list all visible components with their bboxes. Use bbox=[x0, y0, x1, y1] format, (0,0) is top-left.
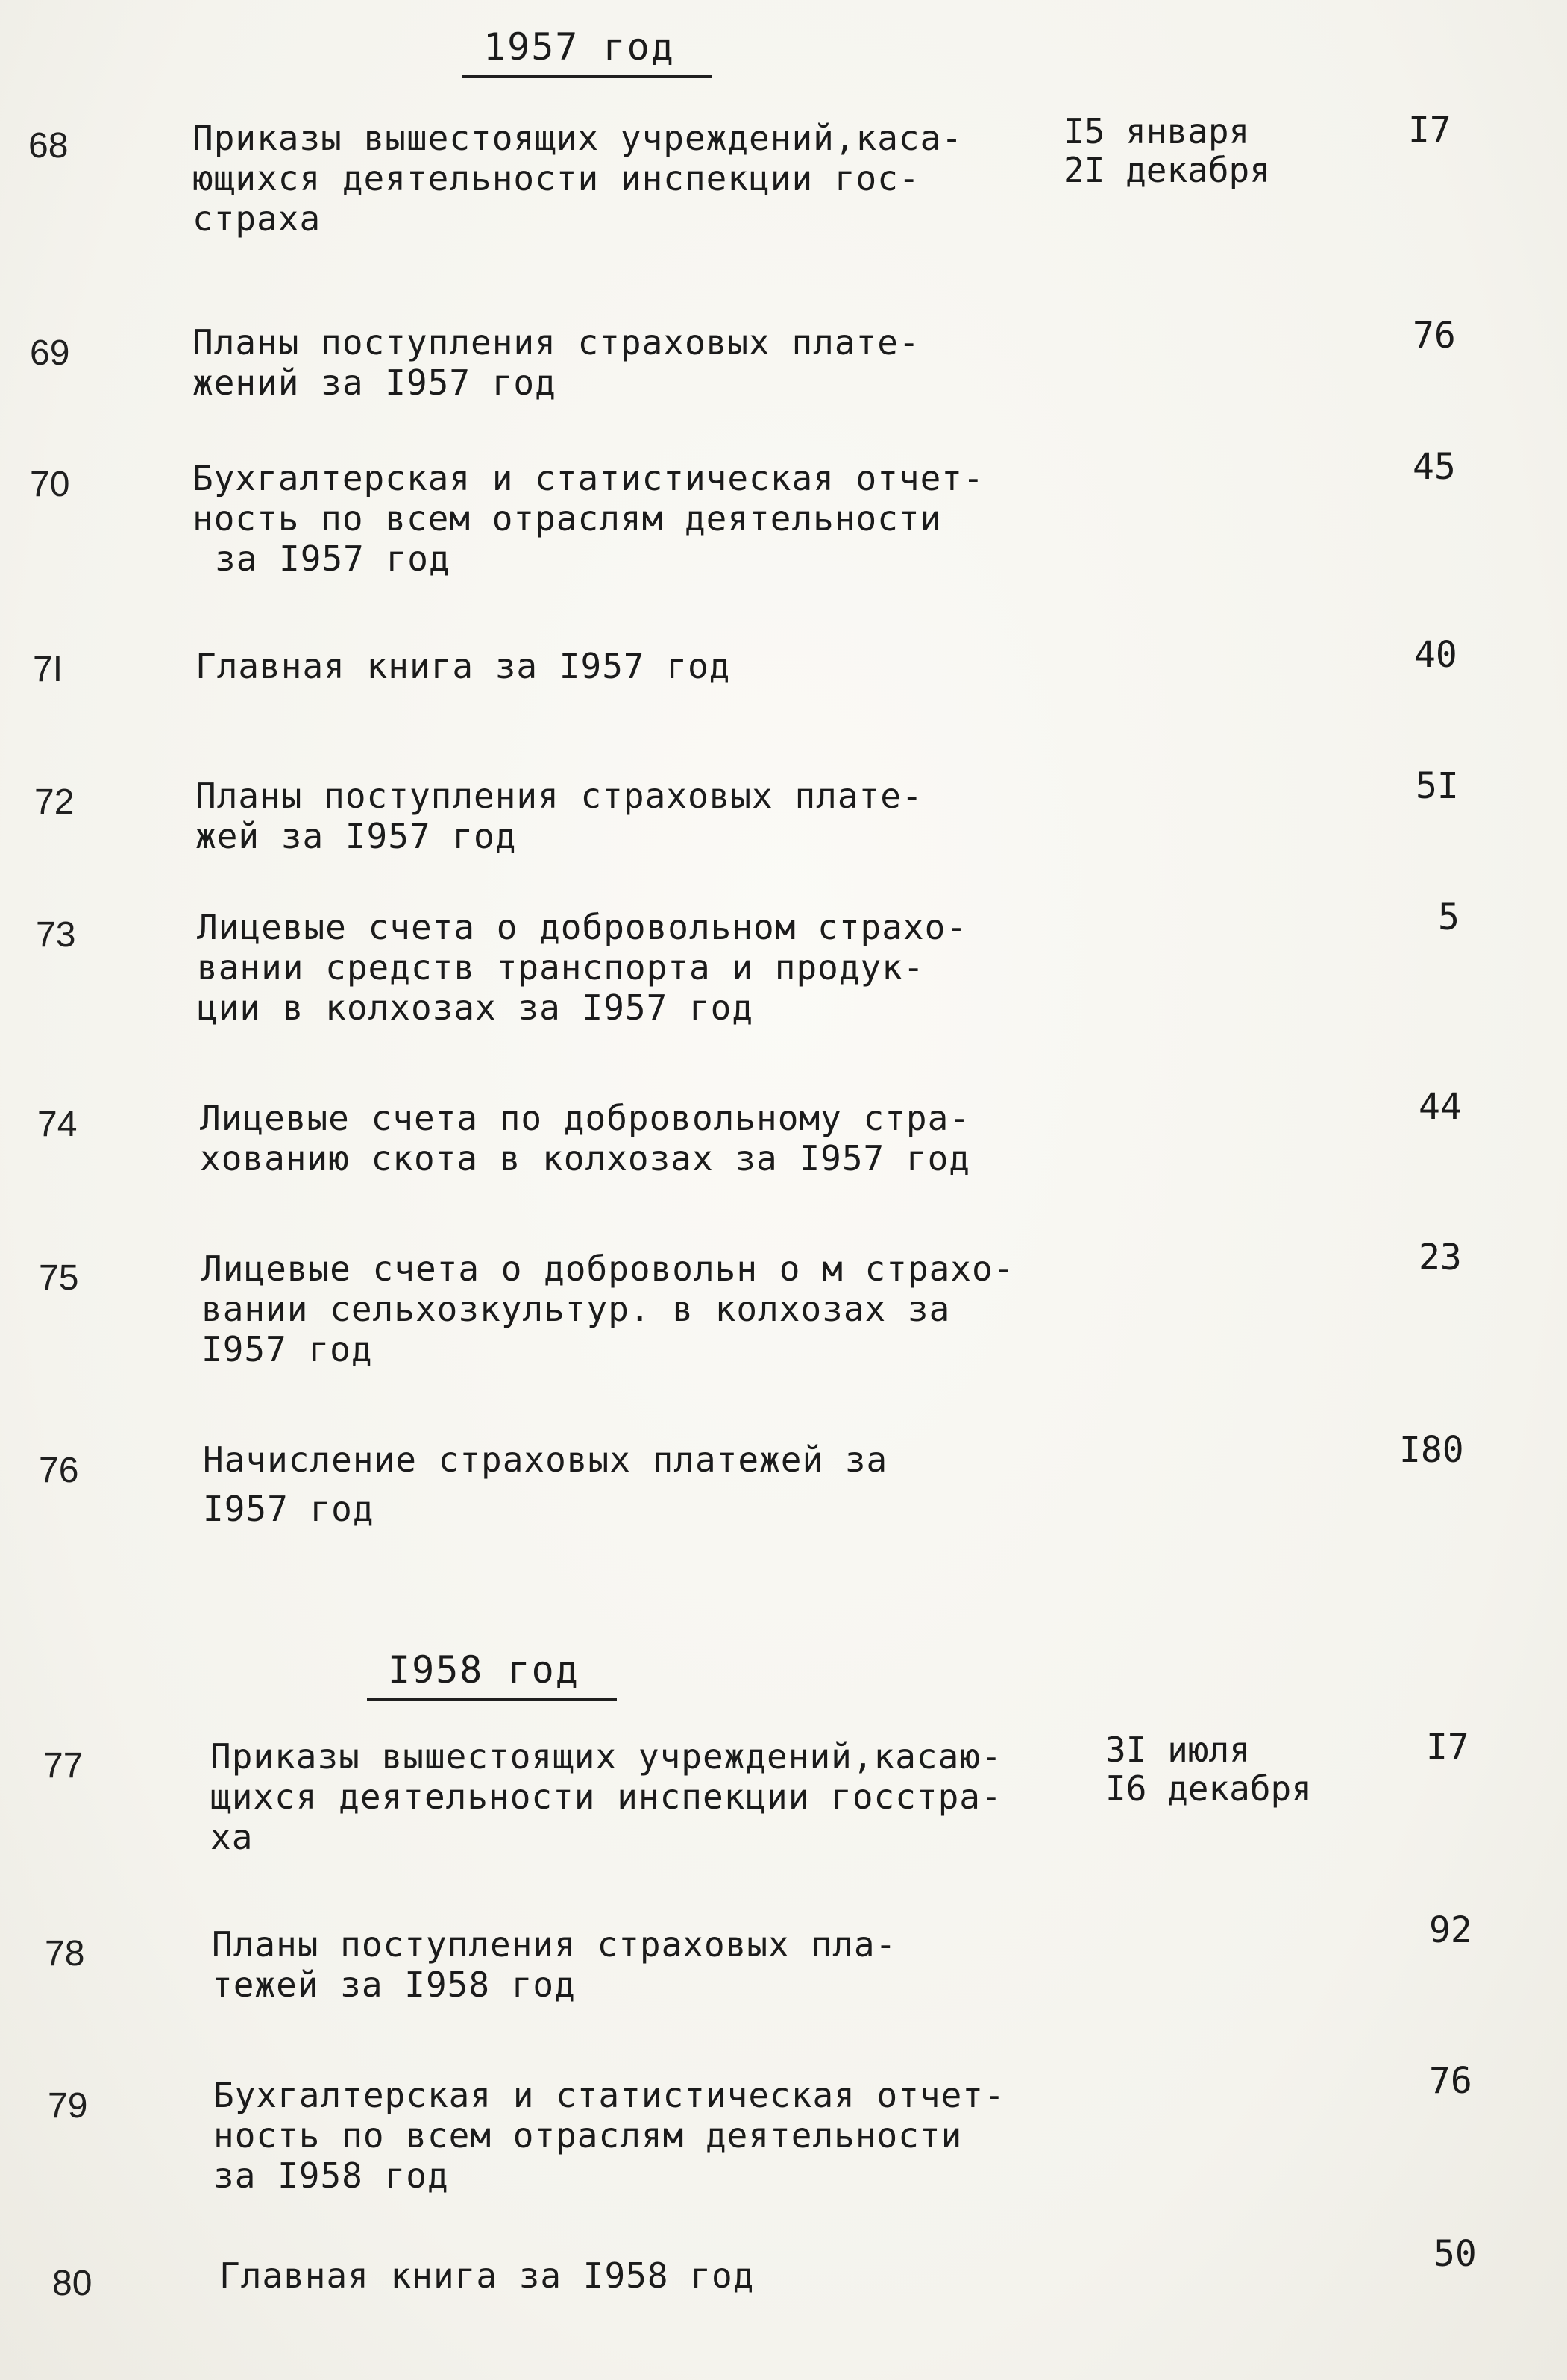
entry-dates bbox=[1064, 112, 1270, 189]
entry-title: Главная книга за I958 год bbox=[219, 2255, 755, 2296]
entry-number: 72 bbox=[34, 782, 75, 822]
entry-sheet-count: 76 bbox=[1413, 315, 1456, 357]
entry-number: 68 bbox=[28, 126, 69, 166]
entry-number: 7I bbox=[33, 650, 63, 689]
entry-title: Планы поступления страховых плате- жей за I957 год bbox=[195, 776, 923, 856]
entry-number: 70 bbox=[30, 465, 70, 504]
entry-title: Лицевые счета по добровольному стра- хованию скота в колхозах за I957 год bbox=[200, 1098, 970, 1178]
entry-title: Бухгалтерская и статистическая отчет- ность по всем отраслям деятельности за I958 год bbox=[213, 2075, 1005, 2196]
entry-sheet-count: 40 bbox=[1414, 634, 1457, 676]
entry-number: 80 bbox=[52, 2264, 92, 2303]
entry-title: Приказы вышестоящих учреждений,касаю- щихся деятельности инспекции госстра- ха bbox=[210, 1736, 1002, 1857]
entry-dates bbox=[1105, 1730, 1312, 1808]
entry-sheet-count: I7 bbox=[1408, 109, 1451, 151]
entry-sheet-count: I7 bbox=[1426, 1726, 1469, 1768]
entry-sheet-count: 23 bbox=[1419, 1237, 1462, 1278]
date-end: I6 декабря bbox=[1105, 1768, 1312, 1809]
entry-title: Бухгалтерская и статистическая отчет- ность по всем отраслям деятельности за I957 год bbox=[192, 458, 985, 579]
entry-sheet-count: 45 bbox=[1413, 446, 1456, 488]
entry-number: 73 bbox=[36, 915, 76, 955]
entry-title: Планы поступления страховых плате- жений за I957 год bbox=[192, 322, 920, 403]
entry-title: Лицевые счета о добровольн о м страхо- вании сельхозкультур. в колхозах за I957 год bbox=[201, 1249, 1015, 1369]
entry-number: 74 bbox=[37, 1105, 78, 1144]
date-start: 3I июля bbox=[1105, 1730, 1250, 1770]
entry-number: 75 bbox=[39, 1258, 79, 1298]
entry-title: Лицевые счета о добровольном страхо- вании средств транспорта и продук- ции в колхозах за I957 год bbox=[197, 907, 967, 1028]
entry-sheet-count: 76 bbox=[1429, 2060, 1472, 2102]
entry-title: Приказы вышестоящих учреждений,каса- ющихся деятельности инспекции гос- страха bbox=[192, 118, 963, 239]
date-start: I5 января bbox=[1064, 111, 1250, 151]
entry-sheet-count: 50 bbox=[1433, 2233, 1477, 2275]
heading-underline bbox=[462, 75, 712, 78]
heading-underline bbox=[367, 1698, 617, 1701]
entry-number: 76 bbox=[39, 1451, 79, 1490]
entry-sheet-count: 5 bbox=[1438, 897, 1460, 938]
entry-sheet-count: I80 bbox=[1399, 1429, 1464, 1471]
entry-sheet-count: 5I bbox=[1416, 765, 1459, 807]
entry-number: 79 bbox=[48, 2086, 88, 2126]
year-heading-1957: 1957 год bbox=[483, 25, 675, 69]
entry-title: Планы поступления страховых пла- тежей за I958 год bbox=[212, 1924, 897, 2005]
date-end: 2I декабря bbox=[1064, 150, 1270, 190]
entry-sheet-count: 44 bbox=[1419, 1086, 1462, 1128]
entry-number: 69 bbox=[30, 333, 70, 373]
entry-number: 78 bbox=[45, 1934, 85, 1974]
year-heading-1958: I958 год bbox=[388, 1648, 580, 1692]
entry-sheet-count: 92 bbox=[1429, 1909, 1472, 1951]
entry-title: Начисление страховых платежей за I957 год bbox=[203, 1439, 888, 1529]
entry-number: 77 bbox=[43, 1746, 84, 1786]
entry-title: Главная книга за I957 год bbox=[195, 646, 731, 686]
